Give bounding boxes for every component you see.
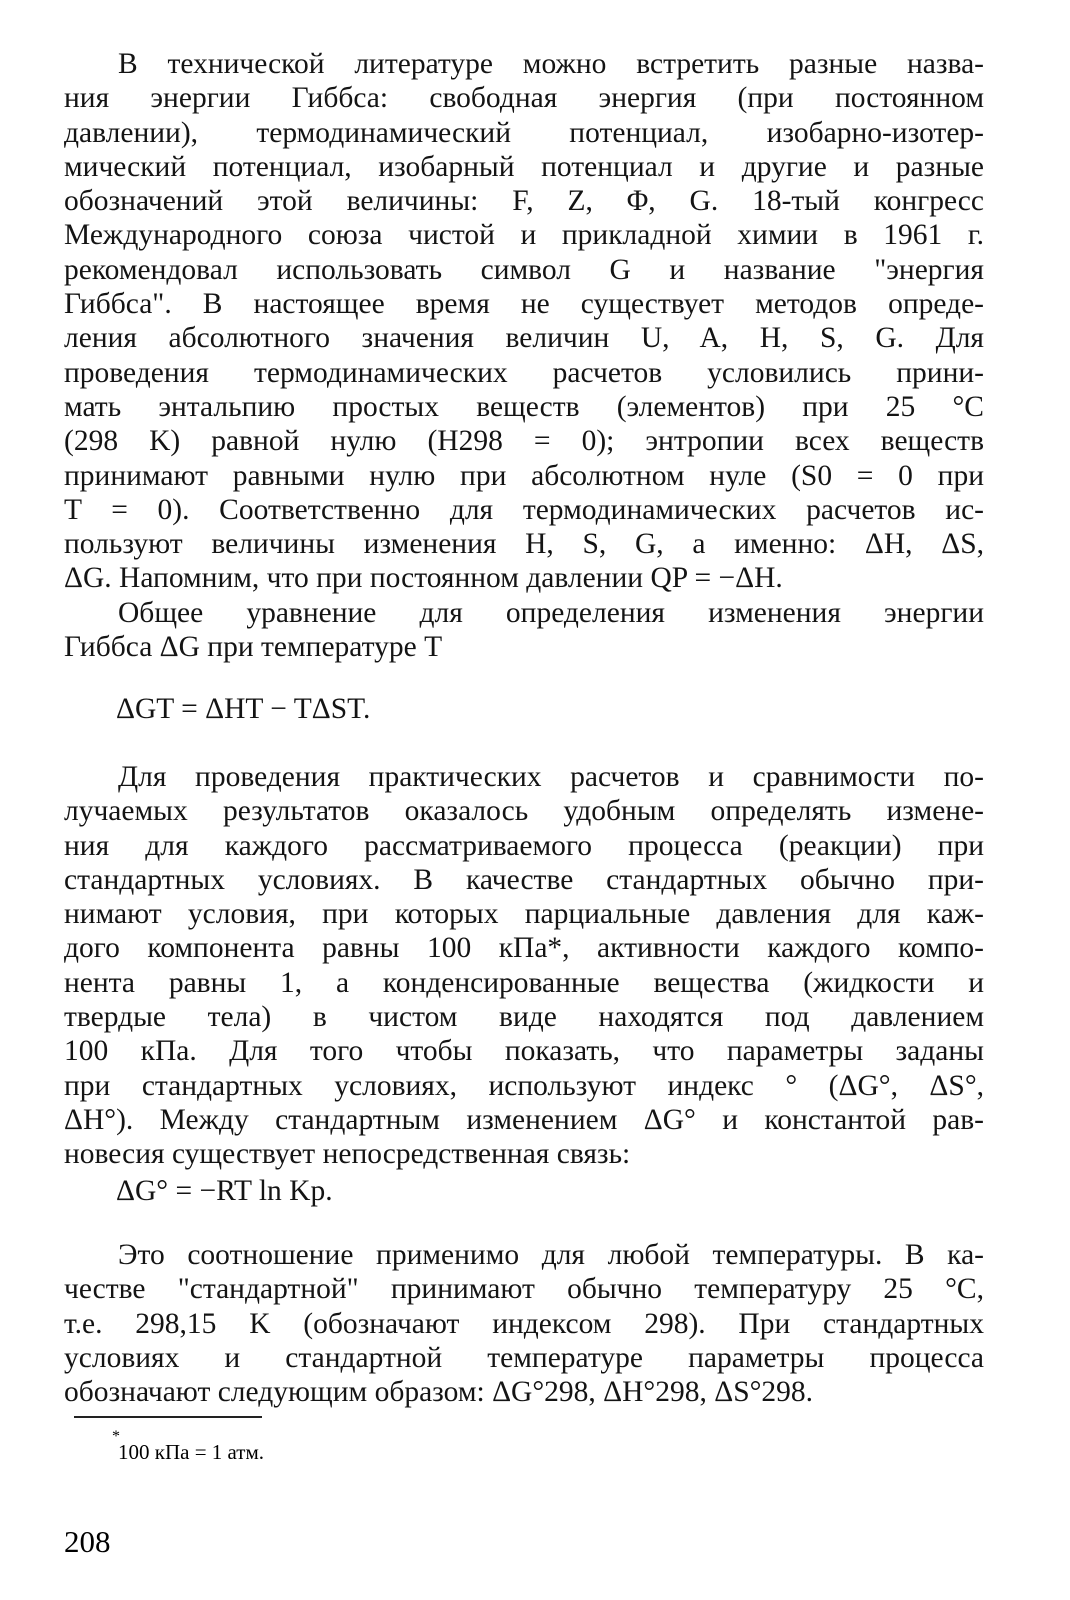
text-line: рекомендовал использовать символ G и название "энергия [64, 253, 984, 286]
text-line: принимают равными нулю при абсолютном нуле (S0 = 0 при [64, 459, 984, 492]
text-line: т.е. 298,15 K (обозначают индексом 298). При стандартных [64, 1307, 984, 1340]
text-line: Гиббса ΔG при температуре T [64, 631, 443, 664]
text-line: ΔG. Напомним, что при постоянном давлении QP = −ΔH. [64, 562, 783, 595]
text-line: Гиббса". В настоящее время не существует методов опреде- [64, 288, 984, 321]
text-line: Это соотношение применимо для любой температуры. В ка- [118, 1239, 984, 1271]
text-line: (298 K) равной нулю (H298 = 0); энтропии всех веществ [64, 425, 984, 458]
text-line: дого компонента равны 100 кПа*, активности каждого компо- [64, 932, 984, 965]
formula-gibbs-energy: ΔGT = ΔHT − TΔST. [116, 693, 371, 725]
text-line: лучаемых результатов оказалось удобным определять измене- [64, 795, 984, 828]
text-line: условиях и стандартной температуре параметры процесса [64, 1341, 984, 1374]
text-line: ния энергии Гиббса: свободная энергия (при постоянном [64, 82, 984, 115]
text-line: проведения термодинамических расчетов условились прини- [64, 356, 984, 389]
paragraph-1 [64, 47, 984, 596]
text-line: Международного союза чистой и прикладной химии в 1961 г. [64, 219, 984, 252]
paragraph-2 [64, 596, 984, 665]
text-line: 100 кПа. Для того чтобы показать, что параметры заданы [64, 1035, 984, 1068]
text-line: обозначают следующим образом: ΔG°298, ΔH°298, ΔS°298. [64, 1376, 814, 1409]
text-line: пользуют величины изменения H, S, G, а именно: ΔH, ΔS, [64, 528, 984, 561]
text-line: В технической литературе можно встретить разные назва- [118, 48, 984, 80]
text-line: ления абсолютного значения величин U, A, H, S, G. Для [64, 322, 984, 355]
footnote-rule [74, 1416, 262, 1418]
text-line: новесия существует непосредственная связь: [64, 1138, 631, 1171]
formula-equilibrium: ΔG° = −RT ln Kp. [116, 1175, 333, 1207]
text-line: твердые тела) в чистом виде находятся под давлением [64, 1001, 984, 1034]
text-line: честве "стандартной" принимают обычно температуру 25 °C, [64, 1273, 984, 1306]
text-line: стандартных условиях. В качестве стандартных обычно при- [64, 863, 984, 896]
text-line: Для проведения практических расчетов и сравнимости по- [118, 761, 984, 793]
text-line: обозначений этой величины: F, Z, Φ, G. 18-тый конгресс [64, 185, 984, 218]
footnote-mark: * [112, 1428, 120, 1445]
paragraph-4 [64, 1238, 984, 1409]
text-line: нента равны 1, а конденсированные вещества (жидкости и [64, 966, 984, 999]
text-line: T = 0). Соответственно для термодинамических расчетов ис- [64, 493, 984, 526]
footnote: 100 кПа = 1 атм. [118, 1440, 265, 1464]
text-line: ΔH°). Между стандартным изменением ΔG° и константой рав- [64, 1103, 984, 1136]
page-number: 208 [64, 1524, 111, 1559]
paragraph-3 [64, 760, 984, 1172]
text-line: нимают условия, при которых парциальные давления для каж- [64, 898, 984, 931]
text-line: Общее уравнение для определения изменения энергии [118, 597, 984, 629]
text-line: мать энтальпию простых веществ (элементов) при 25 °C [64, 390, 984, 423]
text-line: давлении), термодинамический потенциал, изобарно-изотер- [64, 116, 984, 149]
text-line: мический потенциал, изобарный потенциал и другие и разные [64, 150, 984, 183]
text-line: ния для каждого рассматриваемого процесса (реакции) при [64, 829, 984, 862]
text-line: при стандартных условиях, используют индекс ° (ΔG°, ΔS°, [64, 1069, 984, 1102]
